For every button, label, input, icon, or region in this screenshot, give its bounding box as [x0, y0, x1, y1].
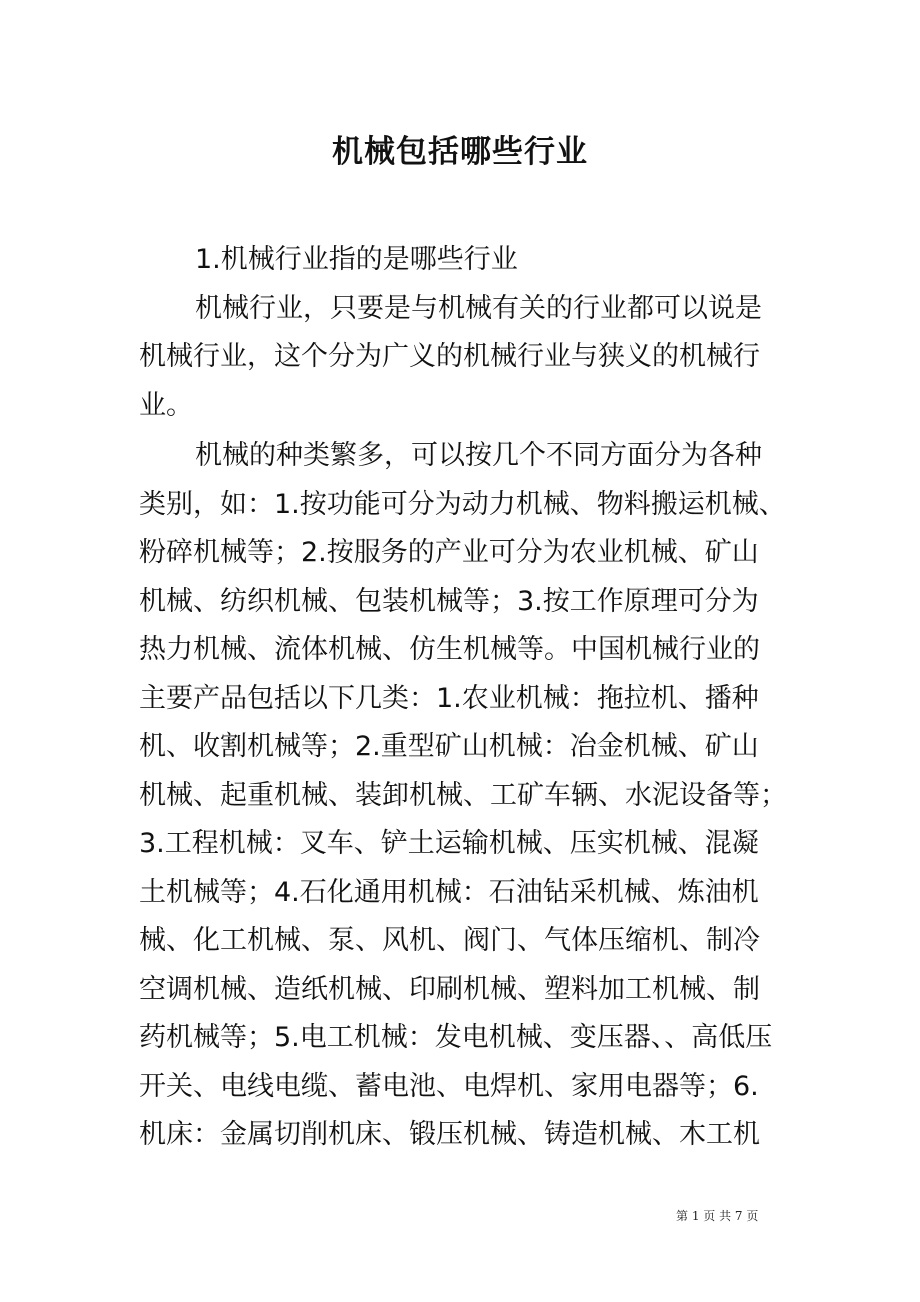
paragraph-line: 机械行业，只要是与机械有关的行业都可以说是 [195, 292, 762, 324]
paragraph-line: 机床：金属切削机床、锻压机械、铸造机械、木工机 [139, 1119, 760, 1150]
paragraph-line: 主要产品包括以下几类：1.农业机械：拖拉机、播种 [139, 682, 759, 714]
paragraph-line: 热力机械、流体机械、仿生机械等。中国机械行业的 [139, 634, 760, 665]
paragraph-line: 粉碎机械等；2.按服务的产业可分为农业机械、矿山 [139, 537, 759, 568]
paragraph-line: 机械、纺织机械、包装机械等；3.按工作原理可分为 [139, 585, 759, 617]
paragraph-line: 机、收割机械等；2.重型矿山机械：冶金机械、矿山 [139, 731, 759, 762]
document-body [139, 236, 787, 1160]
paragraph-line: 开关、电线电缆、蓄电池、电焊机、家用电器等；6. [139, 1070, 759, 1102]
page-number-footer: 第 1 页 共 7 页 [676, 1209, 759, 1223]
paragraph-line: 类别，如：1.按功能可分为动力机械、物料搬运机械、 [139, 488, 786, 520]
section-heading: 1.机械行业指的是哪些行业 [195, 244, 518, 275]
page-title: 机械包括哪些行业 [332, 134, 588, 170]
paragraph-line: 空调机械、造纸机械、印刷机械、塑料加工机械、制 [139, 973, 760, 1005]
paragraph-line: 土机械等；4.石化通用机械：石油钻采机械、炼油机 [139, 876, 759, 908]
paragraph-line: 机械、起重机械、装卸机械、工矿车辆、水泥设备等； [139, 779, 787, 811]
paragraph-line: 药机械等；5.电工机械：发电机械、变压器、、高低压 [139, 1022, 773, 1053]
paragraph-line: 机械的种类繁多，可以按几个不同方面分为各种 [195, 440, 762, 471]
paragraph-line: 业。 [139, 389, 193, 421]
paragraph-line: 机械行业，这个分为广义的机械行业与狭义的机械行 [139, 341, 760, 372]
paragraph-line: 3.工程机械：叉车、铲土运输机械、压实机械、混凝 [139, 828, 759, 859]
paragraph-line: 械、化工机械、泵、风机、阀门、气体压缩机、制冷 [139, 925, 760, 956]
